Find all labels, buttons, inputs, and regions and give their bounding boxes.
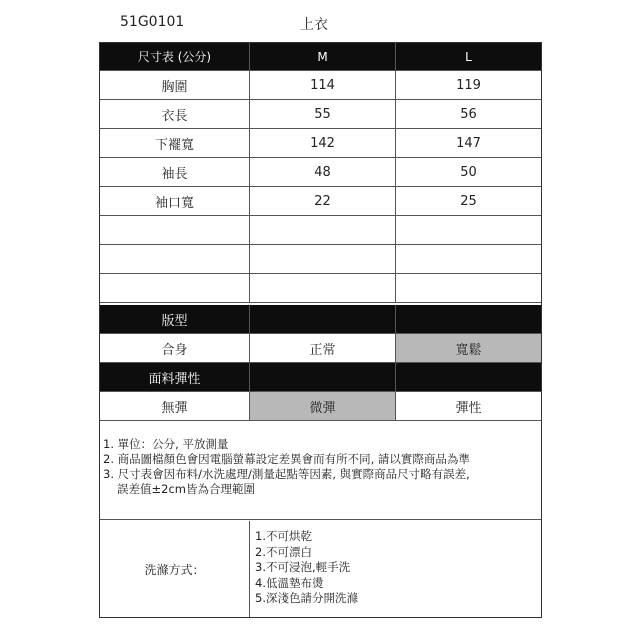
empty-cell [396, 245, 541, 274]
measure-value-l: 25 [396, 187, 541, 216]
size-table [100, 43, 541, 303]
product-code: 51G0101 [120, 14, 185, 30]
empty-cell [100, 274, 250, 303]
fit-title-filler [396, 305, 541, 334]
note-line: 3. 尺寸表會因布料/水洗處理/測量起點等因素, 與實際商品尺寸略有誤差, [103, 467, 470, 481]
measure-value-l: 147 [396, 129, 541, 158]
measure-value-m: 48 [250, 158, 396, 187]
washing-list [255, 529, 358, 607]
measure-label: 袖長 [100, 158, 250, 187]
empty-cell [396, 274, 541, 303]
measure-value-m: 142 [250, 129, 396, 158]
empty-cell [100, 245, 250, 274]
stretch-title: 面料彈性 [100, 363, 250, 392]
measure-value-l: 50 [396, 158, 541, 187]
stretch-title-filler [396, 363, 541, 392]
fit-title-filler [250, 305, 396, 334]
note-line: 2. 商品圖檔顏色會因電腦螢幕設定差異會而有所不同, 請以實際商品為準 [103, 452, 470, 466]
stretch-title-filler [250, 363, 396, 392]
empty-cell [250, 274, 396, 303]
washing-item: 5.深淺色請分開洗滌 [255, 591, 358, 605]
stretch-option: 彈性 [396, 392, 541, 421]
measure-value-l: 119 [396, 71, 541, 100]
measure-label: 衣長 [100, 100, 250, 129]
empty-cell [396, 216, 541, 245]
empty-cell [250, 245, 396, 274]
washing-item: 3.不可浸泡,輕手洗 [255, 560, 351, 574]
measure-value-l: 56 [396, 100, 541, 129]
washing-item: 4.低溫墊布燙 [255, 575, 324, 590]
measure-value-m: 22 [250, 187, 396, 216]
size-table-header-l: L [396, 43, 541, 71]
washing-item: 1.不可烘乾 [255, 529, 312, 543]
note-line: 1. 單位：公分, 平放測量 [103, 437, 229, 451]
empty-cell [250, 216, 396, 245]
size-table-header-m: M [250, 43, 396, 71]
stretch-option-selected: 微彈 [250, 392, 396, 421]
measure-label: 袖口寬 [100, 187, 250, 216]
fit-title: 版型 [100, 305, 250, 334]
washing-label: 洗滌方式： [100, 521, 250, 617]
size-table-header-label: 尺寸表 (公分) [100, 43, 250, 71]
fit-option: 合身 [100, 334, 250, 363]
measure-value-m: 55 [250, 100, 396, 129]
washing-section [100, 521, 541, 617]
fit-option: 正常 [250, 334, 396, 363]
measure-label: 胸圍 [100, 71, 250, 100]
empty-cell [100, 216, 250, 245]
measure-label: 下襬寬 [100, 129, 250, 158]
notes-section [100, 421, 541, 520]
measure-value-m: 114 [250, 71, 396, 100]
fit-option-selected: 寬鬆 [396, 334, 541, 363]
note-line: 誤差值±2cm皆為合理範圍 [117, 482, 255, 496]
fit-stretch-table [100, 305, 541, 421]
washing-item: 2.不可漂白 [255, 544, 312, 559]
product-category: 上衣 [300, 17, 328, 33]
stretch-option: 無彈 [100, 392, 250, 421]
